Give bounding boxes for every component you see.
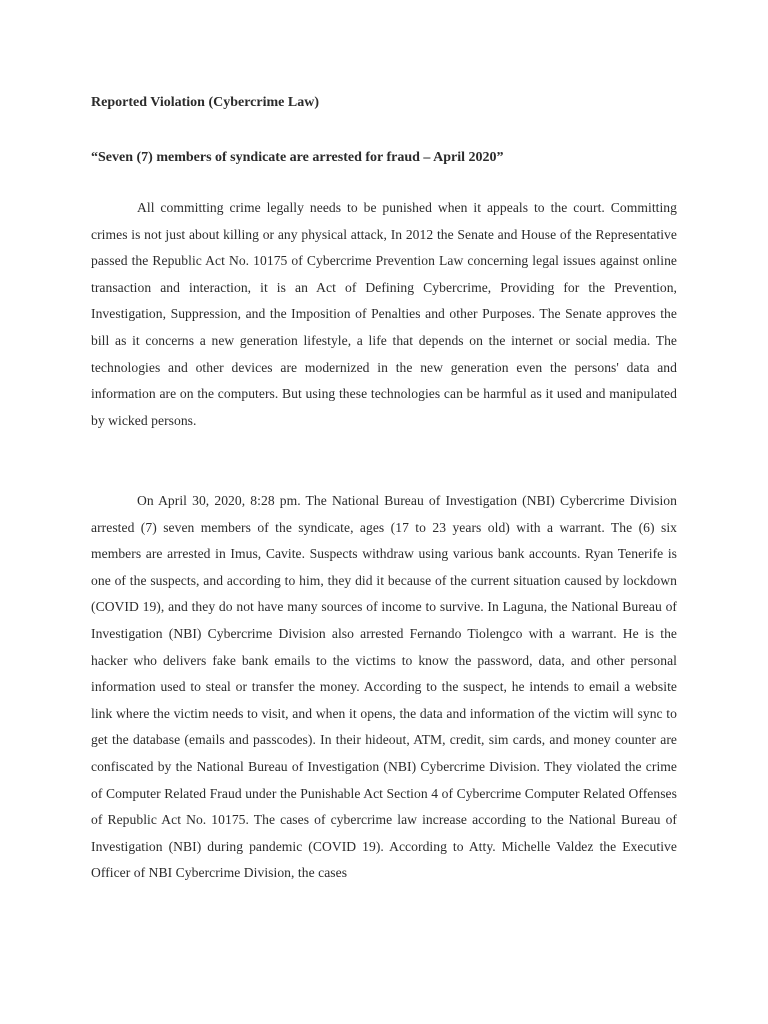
document-heading: Reported Violation (Cybercrime Law): [91, 95, 319, 110]
body-paragraph-2: On April 30, 2020, 8:28 pm. The National Bureau of Investigation (NBI) Cybercrime Division arrested (7) seven members of the syndicate, ages (17 to 23 years old) with a warrant. The (6) six members are arrested in Imus, Cavite. Suspects withdraw using various bank accounts. Ryan Tenerife is one of the suspects, and according to him, they did it because of the current situation caused by lockdown (COVID 19), and they do not have many sources of income to survive. In Laguna, the National Bureau of Investigation (NBI) Cybercrime Division also arrested Fernando Tiolengco with a warrant. He is the hacker who delivers fake bank emails to the victims to know the password, data, and other personal information used to steal or transfer the money. According to the suspect, he intends to email a website link where the victim needs to visit, and when it opens, the data and information of the victim will sync to get the database (emails and passcodes). In their hideout, ATM, credit, sim cards, and money counter are confiscated by the National Bureau of Investigation (NBI) Cybercrime Division. They violated the crime of Computer Related Fraud under the Punishable Act Section 4 of Cybercrime Computer Related Offenses of Republic Act No. 10175. The cases of cybercrime law increase according to the National Bureau of Investigation (NBI) during pandemic (COVID 19). According to Atty. Michelle Valdez the Executive Officer of NBI Cybercrime Division, the cases: [91, 493, 677, 881]
document-subheading: “Seven (7) members of syndicate are arrested for fraud – April 2020”: [91, 150, 504, 165]
body-paragraph-1: All committing crime legally needs to be punished when it appeals to the court. Committing crimes is not just about killing or any physical attack, In 2012 the Senate and House of the Representative passed the Republic Act No. 10175 of Cybercrime Prevention Law concerning legal issues against online transaction and interaction, it is an Act of Defining Cybercrime, Providing for the Prevention, Investigation, Suppression, and the Imposition of Penalties and other Purposes. The Senate approves the bill as it concerns a new generation lifestyle, a life that depends on the internet or social media. The technologies and other devices are modernized in the new generation even the persons' data and information are on the computers. But using these technologies can be harmful as it used and manipulated by wicked persons.: [91, 200, 677, 428]
